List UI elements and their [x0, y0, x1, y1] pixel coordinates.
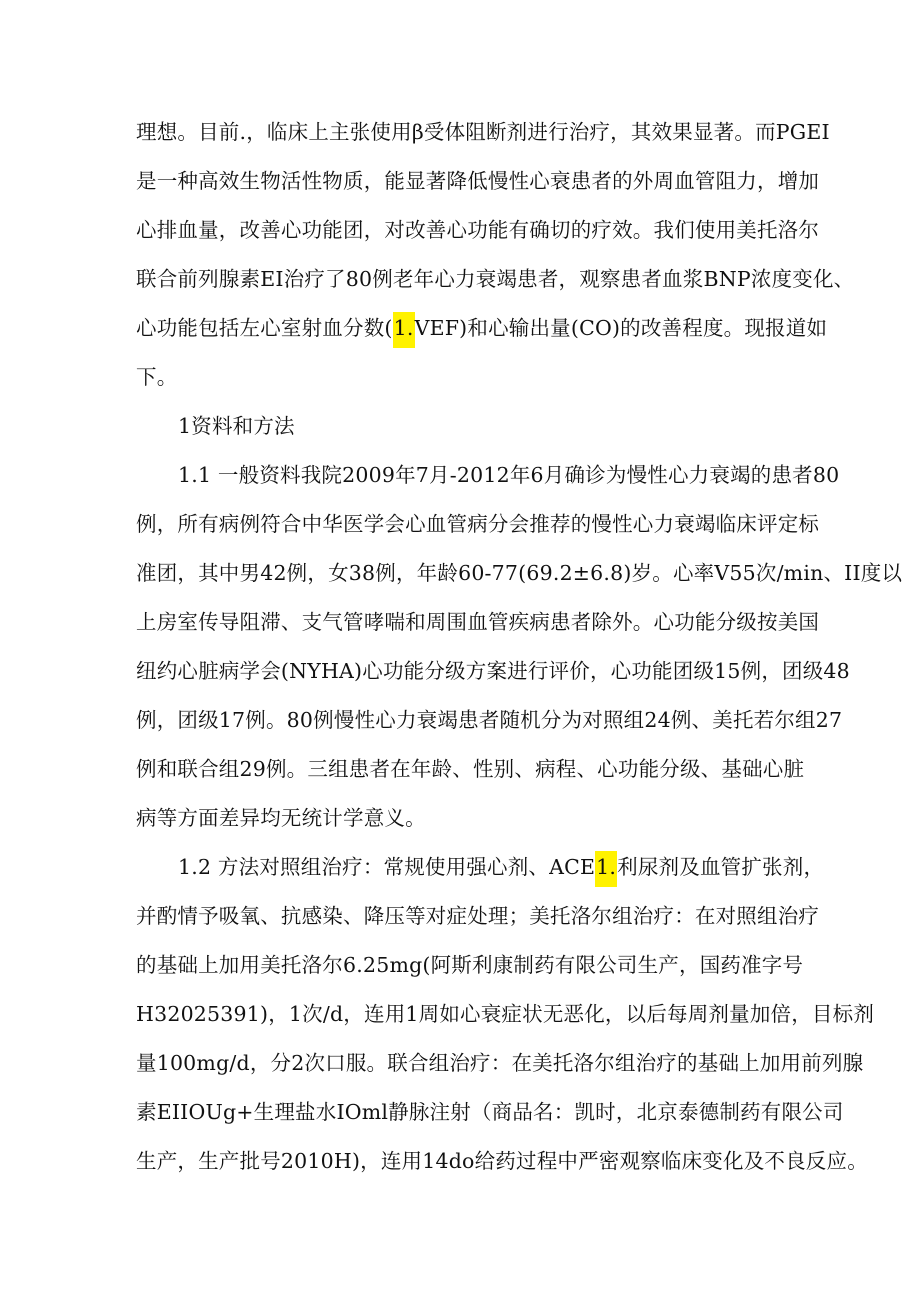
section-1-1-line-3: 准团，其中男42例，女38例，年龄60-77(69.2±6.8)岁。心率V55次/min、II度以: [136, 561, 903, 585]
section-1-1-line-5: 纽约心脏病学会(NYHA)心功能分级方案进行评价，心功能团级15例，团级48: [136, 659, 850, 683]
intro-line-1: 理想。目前.，临床上主张使用β受体阻断剂进行治疗，其效果显著。而PGEI: [136, 120, 830, 144]
section-1-1-line-1: 1.1 一般资料我院2009年7月-2012年6月确诊为慢性心力衰竭的患者80: [178, 463, 840, 487]
section-1-2-line-4: H32025391)，1次/d，连用1周如心衰症状无恶化，以后每周剂量加倍，目标剂: [136, 1002, 875, 1026]
section-1-1-line-2: 例，所有病例符合中华医学会心血管病分会推荐的慢性心力衰竭临床评定标: [136, 512, 820, 536]
section-1-2-line-6: 素EIIOUg+生理盐水IOml静脉注射（商品名：凯时，北京泰德制药有限公司: [136, 1100, 844, 1124]
section-1-1-line-7: 例和联合组29例。三组患者在年龄、性别、病程、心功能分级、基础心脏: [136, 757, 805, 781]
section-1-2-line-5: 量100mg/d，分2次口服。联合组治疗：在美托洛尔组治疗的基础上加用前列腺: [136, 1051, 864, 1075]
section-1-2-line-3: 的基础上加用美托洛尔6.25mg(阿斯利康制药有限公司生产，国药准字号: [136, 953, 804, 977]
intro-line-3: 心排血量，改善心功能团，对改善心功能有确切的疗效。我们使用美托洛尔: [136, 218, 820, 242]
section-1-2-line-1-before: 1.2 方法对照组治疗：常规使用强心剂、ACE: [178, 855, 596, 879]
intro-line-6: 下。: [136, 365, 178, 389]
highlighted-text: 1.: [595, 851, 617, 887]
section-1-2-line-1-after: 利尿剂及血管扩张剂，: [617, 855, 825, 879]
section-1-2-line-2: 并酌情予吸氧、抗感染、降压等对症处理；美托洛尔组治疗：在对照组治疗: [136, 904, 820, 928]
intro-line-4: 联合前列腺素EI治疗了80例老年心力衰竭患者，观察患者血浆BNP浓度变化、: [136, 267, 855, 291]
highlighted-text: 1.: [393, 312, 415, 348]
intro-line-5-after: VEF)和心输出量(CO)的改善程度。现报道如: [414, 316, 828, 340]
section-1-2-line-1: [178, 851, 825, 883]
section-1-1-line-6: 例，团级17例。80例慢性心力衰竭患者随机分为对照组24例、美托若尔组27: [136, 708, 843, 732]
section-heading: 1资料和方法: [178, 414, 295, 438]
intro-line-2: 是一种高效生物活性物质，能显著降低慢性心衰患者的外周血管阻力，增加: [136, 169, 820, 193]
section-1-1-line-8: 病等方面差异均无统计学意义。: [136, 806, 426, 830]
intro-line-5-before: 心功能包括左心室射血分数(: [136, 316, 393, 340]
intro-line-5: [136, 312, 828, 344]
section-1-2-line-7: 生产，生产批号2010H)，连用14do给药过程中严密观察临床变化及不良反应。: [136, 1149, 868, 1173]
section-1-1-line-4: 上房室传导阻滞、支气管哮喘和周围血管疾病患者除外。心功能分级按美国: [136, 610, 820, 634]
